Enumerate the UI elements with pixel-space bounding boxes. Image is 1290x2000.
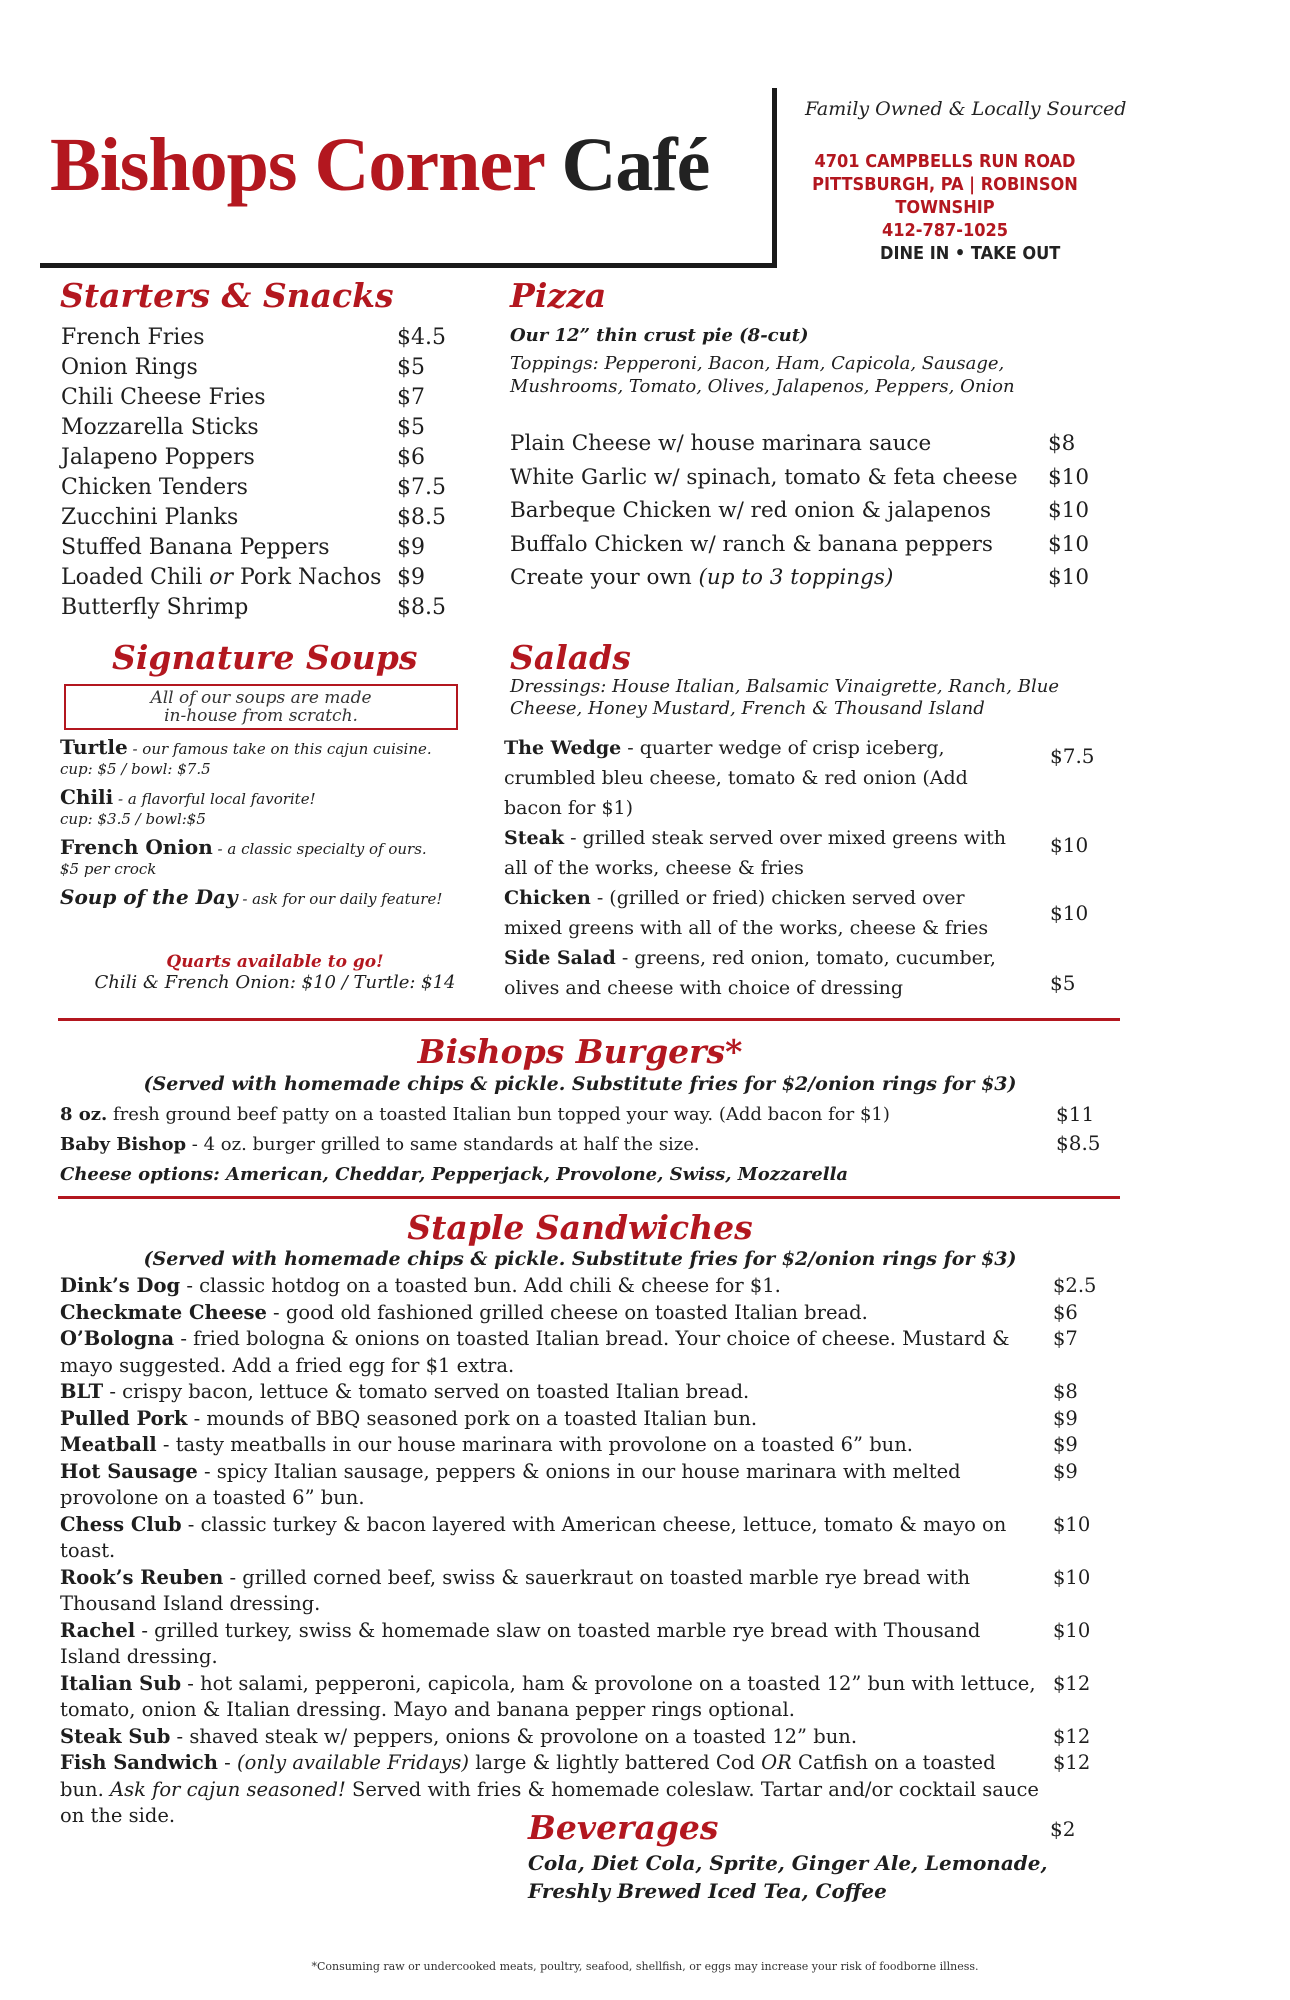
list-item bbox=[61, 323, 446, 353]
list-item bbox=[510, 494, 1089, 528]
starters-list bbox=[61, 323, 446, 623]
sandwich-desc: - hot salami, pepperoni, capicola, ham & provolone on a toasted 12” bun with lettuce, tomato, onion & Italian dressing. Mayo and banana pepper rings optional. bbox=[60, 1671, 1036, 1721]
list-item bbox=[61, 443, 446, 473]
list-item bbox=[61, 413, 446, 443]
list-item bbox=[61, 473, 446, 503]
sandwich-name: O’Bologna bbox=[60, 1327, 175, 1350]
list-item bbox=[60, 1432, 1040, 1459]
list-item bbox=[60, 837, 490, 879]
sandwich-desc-part: OR bbox=[761, 1751, 792, 1774]
item-name: Jalapeno Poppers bbox=[61, 445, 255, 470]
sandwich-desc: - shaved steak w/ peppers, onions & provolone on a toasted 12” bun. bbox=[170, 1724, 858, 1748]
soup-name: Turtle bbox=[60, 735, 128, 759]
list-item bbox=[60, 1134, 700, 1155]
item-name: Stuffed Banana Peppers bbox=[61, 535, 330, 560]
item-price: $9 bbox=[397, 535, 425, 560]
item-price: $8 bbox=[1048, 431, 1076, 456]
sandwich-desc: - fried bologna & onions on toasted Italian bread. Your choice of cheese. Mustard & mayo suggested. Add a fried egg for $1 extra. bbox=[60, 1327, 1010, 1377]
item-price: $9 bbox=[1053, 1433, 1078, 1456]
item-price: $10 bbox=[1048, 565, 1090, 590]
list-item bbox=[60, 1379, 1040, 1406]
sandwich-desc: - classic turkey & bacon layered with American cheese, lettuce, tomato & mayo on toast. bbox=[60, 1512, 1007, 1562]
item-name: Zucchini Planks bbox=[61, 505, 239, 530]
salad-desc: - grilled steak served over mixed greens with all of the works, cheese & fries bbox=[504, 827, 1007, 879]
list-item bbox=[504, 883, 1024, 943]
list-item bbox=[510, 427, 1089, 461]
list-item bbox=[61, 353, 446, 383]
item-price: $10 bbox=[1048, 531, 1090, 557]
list-item bbox=[60, 1512, 1040, 1565]
item-price: $11 bbox=[1056, 1102, 1095, 1126]
section-divider bbox=[58, 1018, 1120, 1021]
item-price: $2.5 bbox=[1053, 1274, 1097, 1297]
item-price: $10 bbox=[1053, 1512, 1091, 1536]
list-item bbox=[60, 887, 490, 909]
item-price: $12 bbox=[1053, 1671, 1091, 1695]
list-item bbox=[504, 823, 1024, 883]
address-line-1: 4701 CAMPBELLS RUN ROAD bbox=[814, 151, 1076, 172]
beverages-line-2: Freshly Brewed Iced Tea, Coffee bbox=[528, 1879, 887, 1903]
list-item bbox=[60, 1273, 1040, 1300]
burgers-title: Bishops Burgers* bbox=[417, 1032, 743, 1071]
dine-in-take-out: DINE IN • TAKE OUT bbox=[880, 243, 1061, 264]
sandwich-name: Dink’s Dog bbox=[60, 1274, 181, 1297]
item-price: $10 bbox=[1050, 833, 1089, 857]
list-item bbox=[61, 593, 446, 623]
soups-note-line-1: All of our soups are made bbox=[150, 688, 372, 708]
quarts-block bbox=[60, 952, 490, 993]
item-price: $7 bbox=[397, 385, 425, 410]
list-item bbox=[60, 1724, 1040, 1751]
soups-note-line-2: in-house from scratch. bbox=[164, 706, 358, 726]
salad-name: Side Salad bbox=[504, 947, 616, 969]
item-price: $10 bbox=[1048, 464, 1090, 490]
soup-desc: - a flavorful local favorite! bbox=[113, 790, 316, 808]
item-name: Chicken Tenders bbox=[61, 475, 248, 500]
item-name: French Fries bbox=[61, 325, 205, 350]
item-price: $10 bbox=[1053, 1565, 1091, 1589]
burger-name: Baby Bishop bbox=[60, 1134, 187, 1155]
item-name: Onion Rings bbox=[61, 355, 198, 380]
footer-disclaimer: *Consuming raw or undercooked meats, poultry, seafood, shellfish, or eggs may increase your risk of foodborne illness. bbox=[311, 1960, 979, 1973]
list-item bbox=[60, 1300, 1040, 1327]
sandwich-desc: - good old fashioned grilled cheese on toasted Italian bread. bbox=[266, 1300, 868, 1324]
soups-note-box bbox=[64, 684, 458, 730]
beverages-line-1: Cola, Diet Cola, Sprite, Ginger Ale, Lemonade, bbox=[528, 1851, 1048, 1875]
list-item bbox=[60, 1459, 1040, 1512]
salads-dressings: Dressings: House Italian, Balsamic Vinaigrette, Ranch, Blue Cheese, Honey Mustard, French & Thousand Island bbox=[510, 676, 1059, 719]
soup-price: cup: $3.5 / bowl:$5 bbox=[60, 810, 206, 828]
sandwich-desc: - classic hotdog on a toasted bun. Add chili & cheese for $1. bbox=[180, 1274, 781, 1297]
soups-title: Signature Soups bbox=[112, 638, 418, 677]
pizza-list bbox=[510, 427, 1089, 595]
salads-title: Salads bbox=[510, 638, 631, 677]
burger-name: 8 oz. bbox=[60, 1104, 108, 1125]
list-item bbox=[61, 383, 446, 413]
sandwich-desc-part: - bbox=[217, 1751, 237, 1774]
sandwiches-title: Staple Sandwiches bbox=[407, 1208, 753, 1247]
list-item bbox=[60, 787, 490, 829]
burgers-subtitle: (Served with homemade chips & pickle. Substitute fries for $2/onion rings for $3) bbox=[143, 1073, 1017, 1095]
list-item bbox=[61, 533, 446, 563]
salad-name: The Wedge bbox=[504, 737, 622, 759]
phone-number: 412-787-1025 bbox=[881, 220, 1009, 241]
list-item bbox=[510, 528, 1089, 562]
list-item bbox=[60, 1565, 1040, 1618]
sandwich-desc-part: large & lightly battered Cod bbox=[469, 1751, 762, 1774]
item-name: Barbeque Chicken w/ red onion & jalapenos bbox=[510, 498, 992, 523]
sandwich-desc: - grilled corned beef, swiss & sauerkraut on toasted marble rye bread with Thousand Island dressing. bbox=[60, 1565, 971, 1615]
sandwich-desc-part: (only available Fridays) bbox=[236, 1751, 469, 1774]
item-name: Mozzarella Sticks bbox=[61, 415, 259, 440]
item-name-part: or bbox=[209, 565, 234, 590]
beverages-price: $2 bbox=[1050, 1817, 1076, 1841]
header-divider-vertical bbox=[772, 88, 777, 268]
sandwich-name: Pulled Pork bbox=[60, 1406, 188, 1430]
tagline: Family Owned & Locally Sourced bbox=[805, 98, 1127, 120]
beverages-title: Beverages bbox=[528, 1808, 719, 1847]
list-item bbox=[60, 737, 490, 779]
list-item bbox=[504, 733, 1024, 823]
list-item bbox=[61, 503, 446, 533]
list-item bbox=[60, 1618, 1040, 1671]
item-price: $5 bbox=[397, 355, 425, 380]
item-price: $9 bbox=[397, 565, 425, 590]
sandwich-name: Steak Sub bbox=[60, 1724, 171, 1748]
sandwich-name: Italian Sub bbox=[60, 1671, 182, 1695]
header-divider-horizontal bbox=[40, 263, 777, 268]
item-price: $6 bbox=[1053, 1300, 1078, 1324]
list-item bbox=[510, 561, 1089, 595]
sandwich-name: BLT bbox=[60, 1380, 104, 1403]
sandwiches-subtitle: (Served with homemade chips & pickle. Substitute fries for $2/onion rings for $3) bbox=[143, 1248, 1017, 1270]
beverages-list bbox=[528, 1849, 1047, 1905]
list-item bbox=[61, 563, 446, 593]
logo-word-bishops: Bishops bbox=[50, 123, 297, 207]
item-name bbox=[510, 561, 1048, 595]
cheese-options: Cheese options: American, Cheddar, Pepperjack, Provolone, Swiss, Mozzarella bbox=[60, 1164, 849, 1185]
soup-name: Chili bbox=[60, 785, 114, 809]
salad-name: Chicken bbox=[504, 887, 591, 909]
soup-name: French Onion bbox=[60, 835, 213, 859]
list-item bbox=[504, 943, 1024, 1003]
item-name-part: Pork Nachos bbox=[233, 565, 382, 590]
item-price: $8.5 bbox=[397, 595, 446, 620]
item-price: $7.5 bbox=[397, 475, 446, 500]
sandwich-name: Rachel bbox=[60, 1618, 136, 1642]
sandwich-name: Rook’s Reuben bbox=[60, 1565, 224, 1589]
sandwich-name: Hot Sausage bbox=[60, 1459, 198, 1483]
item-name: White Garlic w/ spinach, tomato & feta cheese bbox=[510, 464, 1018, 490]
sandwich-desc-part: Ask for cajun seasoned! bbox=[110, 1777, 346, 1801]
quarts-title: Quarts available to go! bbox=[166, 952, 384, 972]
sandwich-desc: - mounds of BBQ seasoned pork on a toasted Italian bun. bbox=[187, 1406, 758, 1430]
soup-price: $5 per crock bbox=[60, 860, 157, 878]
pizza-title: Pizza bbox=[510, 276, 607, 315]
list-item bbox=[60, 1326, 1040, 1379]
item-price: $8 bbox=[1053, 1380, 1078, 1403]
sandwich-desc: - crispy bacon, lettuce & tomato served on toasted Italian bread. bbox=[103, 1380, 750, 1403]
address-line-2: PITTSBURGH, PA | ROBINSON TOWNSHIP bbox=[812, 174, 1078, 218]
starters-title: Starters & Snacks bbox=[60, 276, 394, 315]
soup-desc: - our famous take on this cajun cuisine. bbox=[127, 740, 432, 758]
item-name-part: Create your own bbox=[510, 565, 699, 590]
item-note: (up to 3 toppings) bbox=[698, 565, 894, 590]
item-price: $7.5 bbox=[1050, 744, 1095, 768]
sandwich-name: Fish Sandwich bbox=[60, 1751, 218, 1774]
item-name: Buffalo Chicken w/ ranch & banana peppers bbox=[510, 531, 993, 557]
item-name: Chili Cheese Fries bbox=[61, 385, 266, 410]
item-name-part: Loaded Chili bbox=[61, 565, 210, 590]
item-name bbox=[61, 563, 397, 593]
salad-desc: - (grilled or fried) chicken served over mixed greens with all of the works, cheese & fries bbox=[504, 887, 989, 939]
item-name: Plain Cheese w/ house marinara sauce bbox=[510, 431, 932, 456]
list-item bbox=[510, 461, 1089, 495]
item-price: $9 bbox=[1053, 1406, 1078, 1430]
logo-word-corner: Corner bbox=[314, 123, 544, 207]
item-price: $7 bbox=[1053, 1327, 1078, 1350]
quarts-prices: Chili & French Onion: $10 / Turtle: $14 bbox=[94, 972, 456, 993]
address-block bbox=[795, 150, 1095, 242]
logo bbox=[50, 122, 709, 209]
sandwich-name: Chess Club bbox=[60, 1512, 182, 1536]
salad-desc: - quarter wedge of crisp iceberg, crumbled bleu cheese, tomato & red onion (Add bacon for $1) bbox=[504, 737, 968, 819]
item-price: $9 bbox=[1053, 1459, 1078, 1483]
salad-desc: - greens, red onion, tomato, cucumber, olives and cheese with choice of dressing bbox=[504, 947, 996, 999]
section-divider bbox=[58, 1196, 1120, 1199]
item-price: $5 bbox=[1050, 971, 1076, 995]
item-price: $10 bbox=[1048, 498, 1090, 523]
item-price: $6 bbox=[397, 445, 425, 470]
burger-desc: - 4 oz. burger grilled to same standards at half the size. bbox=[186, 1134, 700, 1155]
item-price: $10 bbox=[1053, 1618, 1091, 1642]
list-item bbox=[60, 1406, 1040, 1433]
item-price: $12 bbox=[1053, 1724, 1091, 1748]
logo-word-cafe: Café bbox=[561, 123, 710, 207]
soup-name: Soup of the Day bbox=[60, 885, 238, 909]
sandwich-name: Meatball bbox=[60, 1433, 157, 1456]
item-price: $8.5 bbox=[397, 505, 446, 530]
salad-name: Steak bbox=[504, 827, 565, 849]
sandwich-desc-part: Served with fries & homemade coleslaw. Tartar and/or cocktail sauce on the side. bbox=[60, 1777, 1039, 1827]
list-item bbox=[60, 1671, 1040, 1724]
pizza-subtitle: Our 12” thin crust pie (8-cut) bbox=[510, 325, 809, 346]
item-price: $4.5 bbox=[397, 325, 446, 350]
sandwich-desc: - spicy Italian sausage, peppers & onions in our house marinara with melted provolone on a toasted 6” bun. bbox=[60, 1459, 961, 1509]
item-name: Butterfly Shrimp bbox=[61, 595, 249, 620]
item-price: $12 bbox=[1053, 1751, 1091, 1774]
soup-desc: - a classic specialty of ours. bbox=[212, 840, 427, 858]
list-item bbox=[60, 1104, 890, 1125]
sandwich-desc: - tasty meatballs in our house marinara with provolone on a toasted 6” bun. bbox=[156, 1433, 913, 1456]
soups-list bbox=[60, 737, 490, 909]
soup-desc: - ask for our daily feature! bbox=[237, 890, 443, 908]
sandwich-desc-part: Catfish on a toasted bun. bbox=[60, 1751, 996, 1801]
burger-desc: fresh ground beef patty on a toasted Italian bun topped your way. (Add bacon for $1) bbox=[107, 1104, 890, 1125]
sandwich-name: Checkmate Cheese bbox=[60, 1300, 267, 1324]
item-price: $5 bbox=[397, 415, 425, 440]
soup-price: cup: $5 / bowl: $7.5 bbox=[60, 760, 211, 778]
pizza-toppings: Toppings: Pepperoni, Bacon, Ham, Capicola, Sausage, Mushrooms, Tomato, Olives, Jalapenos, Peppers, Onion bbox=[510, 353, 1015, 397]
item-price: $8.5 bbox=[1056, 1131, 1101, 1155]
item-price: $10 bbox=[1050, 901, 1089, 925]
sandwich-desc: - grilled turkey, swiss & homemade slaw on toasted marble rye bread with Thousand Island dressing. bbox=[60, 1618, 981, 1668]
